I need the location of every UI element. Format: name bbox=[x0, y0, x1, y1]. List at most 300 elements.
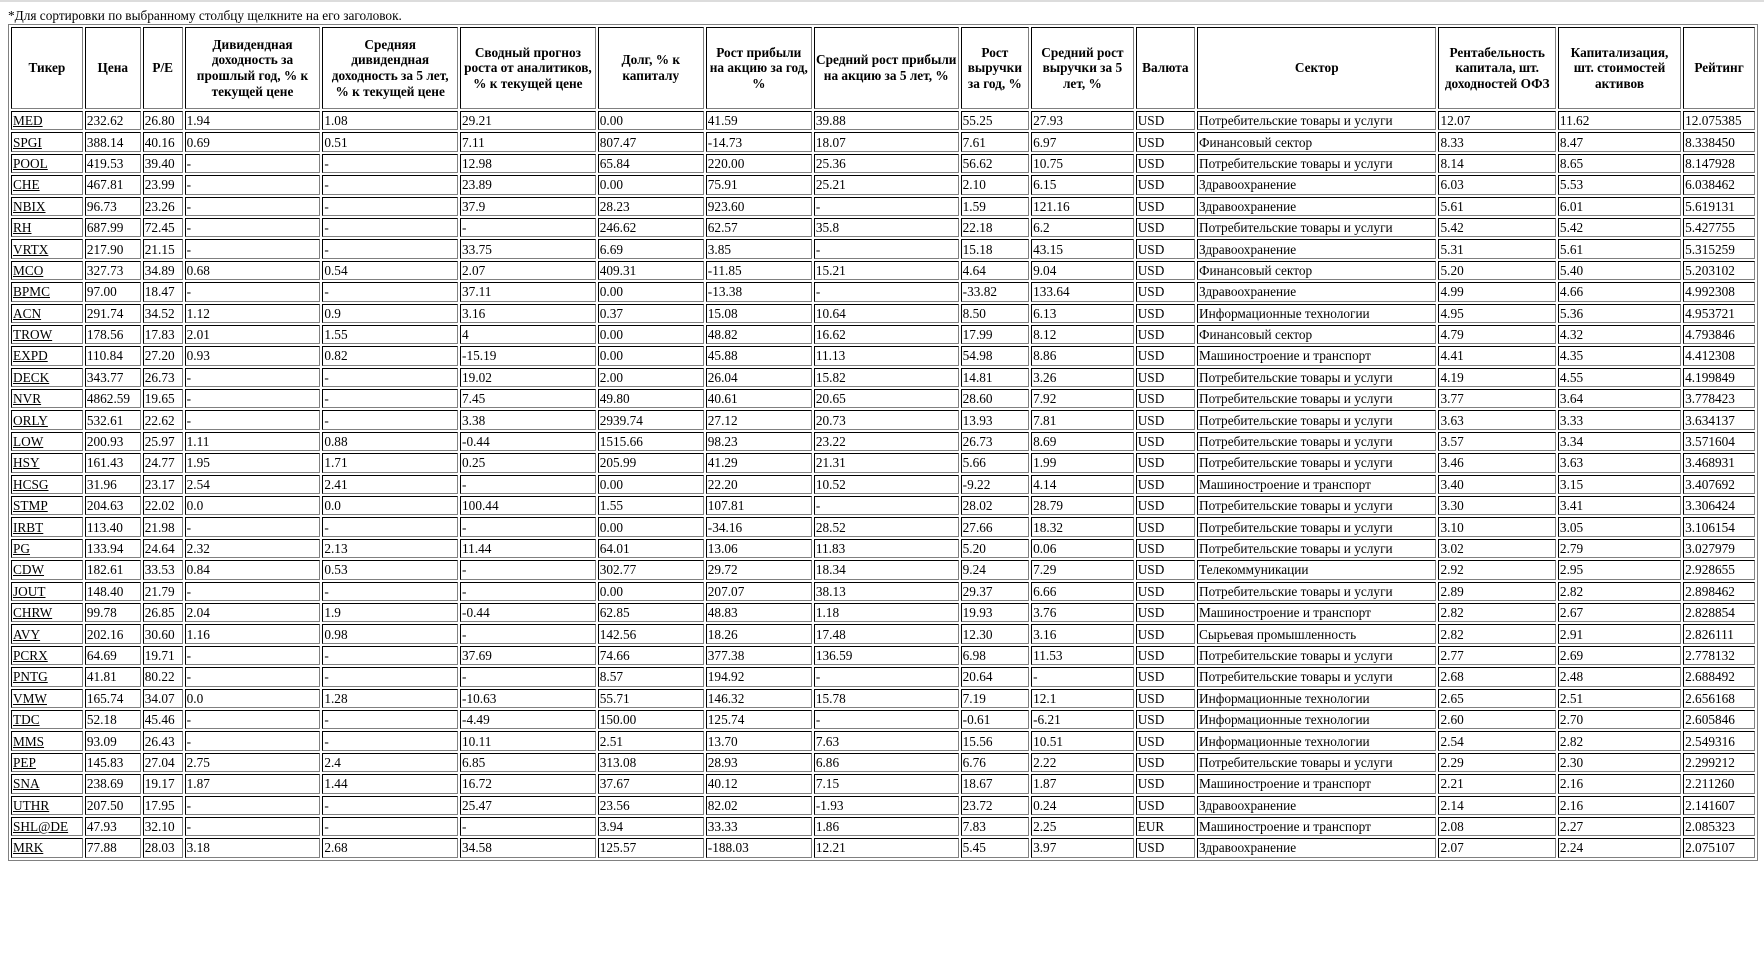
cell-roe: 5.20 bbox=[1438, 261, 1555, 280]
cell-rev_growth_5y: 8.12 bbox=[1031, 325, 1134, 344]
cell-pe: 32.10 bbox=[143, 817, 183, 836]
cell-ticker bbox=[11, 817, 83, 836]
cell-debt: 8.57 bbox=[598, 667, 704, 686]
cell-div_avg_5y: - bbox=[322, 582, 458, 601]
cell-rev_growth_1y: 15.56 bbox=[961, 731, 1029, 750]
ticker-link[interactable]: PG bbox=[13, 541, 30, 556]
cell-roe: 2.89 bbox=[1438, 582, 1555, 601]
cell-div_last_year: 0.0 bbox=[185, 689, 321, 708]
cell-rev_growth_1y: 1.59 bbox=[961, 197, 1029, 216]
cell-cap: 4.32 bbox=[1558, 325, 1681, 344]
cell-rev_growth_5y: -6.21 bbox=[1031, 710, 1134, 729]
cell-cap: 3.33 bbox=[1558, 410, 1681, 429]
cell-price: 31.96 bbox=[85, 475, 141, 494]
ticker-link[interactable]: TDC bbox=[13, 712, 40, 728]
cell-eps_growth_5y: 6.86 bbox=[814, 753, 959, 772]
cell-rating: 2.075107 bbox=[1683, 838, 1755, 857]
cell-rev_growth_5y: 0.24 bbox=[1031, 796, 1134, 815]
cell-currency: USD bbox=[1136, 410, 1195, 429]
cell-analyst_forecast: 4 bbox=[460, 325, 596, 344]
cell-pe: 21.79 bbox=[143, 582, 183, 601]
ticker-link[interactable]: CHRW bbox=[13, 605, 53, 621]
cell-sector: Потребительские товары и услуги bbox=[1197, 111, 1436, 130]
cell-pe: 17.83 bbox=[143, 325, 183, 344]
cell-div_last_year: - bbox=[185, 218, 321, 237]
cell-rev_growth_1y: 28.02 bbox=[961, 496, 1029, 515]
cell-analyst_forecast: 37.69 bbox=[460, 646, 596, 665]
cell-pe: 22.62 bbox=[143, 410, 183, 429]
cell-rating: 2.826111 bbox=[1683, 624, 1755, 643]
cell-analyst_forecast: - bbox=[460, 624, 596, 643]
cell-analyst_forecast: - bbox=[460, 517, 596, 536]
cell-ticker bbox=[11, 111, 83, 130]
table-row bbox=[11, 796, 1755, 815]
cell-ticker bbox=[11, 218, 83, 237]
cell-currency: USD bbox=[1136, 838, 1195, 857]
ticker-link[interactable]: BPMC bbox=[13, 284, 50, 300]
cell-pe: 21.98 bbox=[143, 517, 183, 536]
cell-currency: USD bbox=[1136, 582, 1195, 601]
cell-currency: USD bbox=[1136, 154, 1195, 173]
cell-rev_growth_1y: 6.76 bbox=[961, 753, 1029, 772]
table-row bbox=[11, 111, 1755, 130]
ticker-link[interactable]: LOW bbox=[13, 434, 44, 450]
cell-sector: Потребительские товары и услуги bbox=[1197, 410, 1436, 429]
cell-sector: Информационные технологии bbox=[1197, 731, 1436, 750]
cell-cap: 3.34 bbox=[1558, 432, 1681, 451]
cell-rating: 3.106154 bbox=[1683, 517, 1755, 536]
cell-sector: Здравоохранение bbox=[1197, 796, 1436, 815]
cell-rev_growth_1y: 7.61 bbox=[961, 132, 1029, 151]
cell-sector: Финансовый сектор bbox=[1197, 261, 1436, 280]
cell-currency: USD bbox=[1136, 624, 1195, 643]
cell-roe: 2.68 bbox=[1438, 667, 1555, 686]
cell-rev_growth_1y: 23.72 bbox=[961, 796, 1029, 815]
table-row bbox=[11, 218, 1755, 237]
cell-debt: 246.62 bbox=[598, 218, 704, 237]
ticker-link[interactable]: PCRX bbox=[13, 647, 48, 663]
cell-price: 200.93 bbox=[85, 432, 141, 451]
cell-rev_growth_1y: 5.20 bbox=[961, 539, 1029, 558]
ticker-link[interactable]: SNA bbox=[13, 776, 40, 792]
cell-rating: 2.605846 bbox=[1683, 710, 1755, 729]
cell-rev_growth_5y: 12.1 bbox=[1031, 689, 1134, 708]
ticker-link[interactable]: MMS bbox=[13, 733, 45, 749]
cell-rating: 2.898462 bbox=[1683, 582, 1755, 601]
column-header-roe[interactable]: Рентабельность капитала, шт. доходностей ОФЗ bbox=[1438, 27, 1555, 109]
cell-ticker bbox=[11, 517, 83, 536]
column-header-eps_growth_1y[interactable]: Рост прибыли на акцию за год, % bbox=[706, 27, 812, 109]
table-row bbox=[11, 517, 1755, 536]
cell-rev_growth_1y: 9.24 bbox=[961, 560, 1029, 579]
table-row bbox=[11, 175, 1755, 194]
column-header-ticker[interactable]: Тикер bbox=[11, 27, 83, 109]
column-header-analyst_forecast[interactable]: Сводный прогноз роста от аналитиков, % к текущей цене bbox=[460, 27, 596, 109]
cell-analyst_forecast: -0.44 bbox=[460, 603, 596, 622]
table-row bbox=[11, 731, 1755, 750]
cell-eps_growth_5y: 23.22 bbox=[814, 432, 959, 451]
table-row bbox=[11, 817, 1755, 836]
cell-div_last_year: 2.32 bbox=[185, 539, 321, 558]
cell-eps_growth_5y: 10.52 bbox=[814, 475, 959, 494]
cell-eps_growth_5y: - bbox=[814, 710, 959, 729]
cell-eps_growth_5y: 12.21 bbox=[814, 838, 959, 857]
cell-price: 327.73 bbox=[85, 261, 141, 280]
header-row bbox=[11, 27, 1755, 109]
cell-sector: Здравоохранение bbox=[1197, 175, 1436, 194]
cell-analyst_forecast: 3.16 bbox=[460, 304, 596, 323]
cell-price: 110.84 bbox=[85, 346, 141, 365]
cell-ticker bbox=[11, 582, 83, 601]
cell-pe: 80.22 bbox=[143, 667, 183, 686]
ticker-link[interactable]: SPGI bbox=[13, 134, 42, 150]
cell-div_last_year: 1.11 bbox=[185, 432, 321, 451]
cell-roe: 3.46 bbox=[1438, 453, 1555, 472]
column-header-rev_growth_1y[interactable]: Рост выручки за год, % bbox=[961, 27, 1029, 109]
cell-pe: 28.03 bbox=[143, 838, 183, 857]
ticker-link[interactable]: ORLY bbox=[13, 412, 48, 428]
ticker-link[interactable]: DECK bbox=[13, 369, 50, 385]
ticker-link[interactable]: VRTX bbox=[13, 241, 49, 257]
cell-div_avg_5y: 0.0 bbox=[322, 496, 458, 515]
cell-cap: 2.79 bbox=[1558, 539, 1681, 558]
cell-rev_growth_1y: 20.64 bbox=[961, 667, 1029, 686]
cell-div_avg_5y: - bbox=[322, 710, 458, 729]
cell-rating: 2.299212 bbox=[1683, 753, 1755, 772]
ticker-link[interactable]: NVR bbox=[13, 391, 42, 407]
cell-div_last_year: 2.04 bbox=[185, 603, 321, 622]
cell-eps_growth_1y: 220.00 bbox=[706, 154, 812, 173]
cell-ticker bbox=[11, 453, 83, 472]
cell-div_avg_5y: 1.28 bbox=[322, 689, 458, 708]
cell-pe: 26.80 bbox=[143, 111, 183, 130]
cell-eps_growth_1y: 207.07 bbox=[706, 582, 812, 601]
ticker-link[interactable]: TROW bbox=[13, 327, 53, 343]
cell-roe: 3.02 bbox=[1438, 539, 1555, 558]
cell-sector: Машиностроение и транспорт bbox=[1197, 774, 1436, 793]
cell-eps_growth_1y: 82.02 bbox=[706, 796, 812, 815]
cell-sector: Машиностроение и транспорт bbox=[1197, 475, 1436, 494]
cell-eps_growth_1y: 48.83 bbox=[706, 603, 812, 622]
cell-eps_growth_5y: 1.18 bbox=[814, 603, 959, 622]
cell-div_last_year: 1.12 bbox=[185, 304, 321, 323]
column-header-rev_growth_5y[interactable]: Средний рост выручки за 5 лет, % bbox=[1031, 27, 1134, 109]
cell-div_last_year: 0.0 bbox=[185, 496, 321, 515]
cell-pe: 19.17 bbox=[143, 774, 183, 793]
cell-sector: Информационные технологии bbox=[1197, 710, 1436, 729]
cell-rev_growth_5y: 6.66 bbox=[1031, 582, 1134, 601]
cell-rev_growth_1y: 15.18 bbox=[961, 239, 1029, 258]
cell-pe: 40.16 bbox=[143, 132, 183, 151]
cell-ticker bbox=[11, 753, 83, 772]
cell-pe: 24.64 bbox=[143, 539, 183, 558]
cell-eps_growth_1y: 18.26 bbox=[706, 624, 812, 643]
cell-roe: 2.82 bbox=[1438, 603, 1555, 622]
cell-pe: 19.71 bbox=[143, 646, 183, 665]
cell-ticker bbox=[11, 261, 83, 280]
cell-div_avg_5y: 1.9 bbox=[322, 603, 458, 622]
cell-price: 178.56 bbox=[85, 325, 141, 344]
cell-price: 161.43 bbox=[85, 453, 141, 472]
cell-rating: 5.315259 bbox=[1683, 239, 1755, 258]
cell-rev_growth_1y: 18.67 bbox=[961, 774, 1029, 793]
cell-debt: 0.00 bbox=[598, 346, 704, 365]
cell-pe: 25.97 bbox=[143, 432, 183, 451]
cell-analyst_forecast: 25.47 bbox=[460, 796, 596, 815]
cell-price: 77.88 bbox=[85, 838, 141, 857]
ticker-link[interactable]: AVY bbox=[13, 626, 41, 642]
ticker-link[interactable]: MCO bbox=[13, 262, 44, 278]
cell-rev_growth_5y: 2.25 bbox=[1031, 817, 1134, 836]
cell-div_last_year: - bbox=[185, 239, 321, 258]
cell-analyst_forecast: 10.11 bbox=[460, 731, 596, 750]
cell-div_last_year: 2.75 bbox=[185, 753, 321, 772]
cell-debt: 49.80 bbox=[598, 389, 704, 408]
ticker-link[interactable]: HCSG bbox=[13, 476, 49, 492]
ticker-link[interactable]: CDW bbox=[13, 562, 45, 578]
ticker-link[interactable]: VMW bbox=[13, 690, 47, 706]
cell-rating: 4.412308 bbox=[1683, 346, 1755, 365]
cell-rev_growth_1y: 14.81 bbox=[961, 368, 1029, 387]
cell-roe: 2.54 bbox=[1438, 731, 1555, 750]
cell-eps_growth_5y: - bbox=[814, 282, 959, 301]
cell-div_last_year: 0.93 bbox=[185, 346, 321, 365]
cell-roe: 4.79 bbox=[1438, 325, 1555, 344]
cell-div_last_year: - bbox=[185, 175, 321, 194]
column-header-debt[interactable]: Долг, % к капиталу bbox=[598, 27, 704, 109]
cell-roe: 2.65 bbox=[1438, 689, 1555, 708]
column-header-eps_growth_5y[interactable]: Средний рост прибыли на акцию за 5 лет, % bbox=[814, 27, 959, 109]
cell-eps_growth_1y: 28.93 bbox=[706, 753, 812, 772]
cell-debt: 65.84 bbox=[598, 154, 704, 173]
table-row bbox=[11, 197, 1755, 216]
cell-debt: 150.00 bbox=[598, 710, 704, 729]
cell-rev_growth_5y: 133.64 bbox=[1031, 282, 1134, 301]
cell-cap: 3.41 bbox=[1558, 496, 1681, 515]
cell-analyst_forecast: 7.45 bbox=[460, 389, 596, 408]
cell-eps_growth_1y: 26.04 bbox=[706, 368, 812, 387]
column-header-pe[interactable]: P/E bbox=[143, 27, 183, 109]
column-header-sector[interactable]: Сектор bbox=[1197, 27, 1436, 109]
cell-eps_growth_1y: 40.12 bbox=[706, 774, 812, 793]
ticker-link[interactable]: PEP bbox=[13, 754, 36, 770]
ticker-link[interactable]: MED bbox=[13, 113, 43, 129]
cell-debt: 0.00 bbox=[598, 475, 704, 494]
cell-div_avg_5y: - bbox=[322, 410, 458, 429]
cell-analyst_forecast: 34.58 bbox=[460, 838, 596, 857]
cell-currency: USD bbox=[1136, 239, 1195, 258]
cell-pe: 26.43 bbox=[143, 731, 183, 750]
cell-rev_growth_5y: - bbox=[1031, 667, 1134, 686]
cell-analyst_forecast: 3.38 bbox=[460, 410, 596, 429]
cell-pe: 34.89 bbox=[143, 261, 183, 280]
cell-pe: 34.52 bbox=[143, 304, 183, 323]
cell-currency: USD bbox=[1136, 774, 1195, 793]
column-header-div_avg_5y[interactable]: Средняя дивидендная доходность за 5 лет, % к текущей цене bbox=[322, 27, 458, 109]
cell-rev_growth_5y: 7.92 bbox=[1031, 389, 1134, 408]
cell-debt: 2939.74 bbox=[598, 410, 704, 429]
cell-cap: 2.16 bbox=[1558, 774, 1681, 793]
cell-roe: 8.14 bbox=[1438, 154, 1555, 173]
cell-rating: 2.778132 bbox=[1683, 646, 1755, 665]
table-row bbox=[11, 603, 1755, 622]
ticker-link[interactable]: ACN bbox=[13, 305, 42, 321]
cell-rating: 2.688492 bbox=[1683, 667, 1755, 686]
cell-currency: USD bbox=[1136, 261, 1195, 280]
cell-price: 165.74 bbox=[85, 689, 141, 708]
cell-pe: 27.20 bbox=[143, 346, 183, 365]
cell-ticker bbox=[11, 603, 83, 622]
table-row bbox=[11, 368, 1755, 387]
table-row bbox=[11, 539, 1755, 558]
cell-pe: 19.65 bbox=[143, 389, 183, 408]
cell-pe: 39.40 bbox=[143, 154, 183, 173]
cell-rating: 3.306424 bbox=[1683, 496, 1755, 515]
cell-price: 99.78 bbox=[85, 603, 141, 622]
cell-rev_growth_5y: 10.51 bbox=[1031, 731, 1134, 750]
table-row bbox=[11, 132, 1755, 151]
cell-analyst_forecast: 37.11 bbox=[460, 282, 596, 301]
cell-analyst_forecast: 11.44 bbox=[460, 539, 596, 558]
cell-analyst_forecast: 0.25 bbox=[460, 453, 596, 472]
cell-eps_growth_1y: -11.85 bbox=[706, 261, 812, 280]
cell-price: 133.94 bbox=[85, 539, 141, 558]
cell-roe: 2.60 bbox=[1438, 710, 1555, 729]
table-body bbox=[11, 111, 1755, 858]
cell-analyst_forecast: -4.49 bbox=[460, 710, 596, 729]
cell-debt: 64.01 bbox=[598, 539, 704, 558]
cell-pe: 18.47 bbox=[143, 282, 183, 301]
cell-sector: Потребительские товары и услуги bbox=[1197, 753, 1436, 772]
cell-analyst_forecast: 12.98 bbox=[460, 154, 596, 173]
cell-price: 207.50 bbox=[85, 796, 141, 815]
cell-sector: Здравоохранение bbox=[1197, 282, 1436, 301]
cell-debt: 55.71 bbox=[598, 689, 704, 708]
cell-rev_growth_5y: 0.06 bbox=[1031, 539, 1134, 558]
cell-price: 232.62 bbox=[85, 111, 141, 130]
column-header-rating[interactable]: Рейтинг bbox=[1683, 27, 1755, 109]
cell-div_avg_5y: - bbox=[322, 817, 458, 836]
cell-rev_growth_1y: -0.61 bbox=[961, 710, 1029, 729]
cell-debt: 205.99 bbox=[598, 453, 704, 472]
cell-sector: Машиностроение и транспорт bbox=[1197, 817, 1436, 836]
ticker-link[interactable]: HSY bbox=[13, 455, 40, 471]
table-row bbox=[11, 624, 1755, 643]
cell-eps_growth_1y: -13.38 bbox=[706, 282, 812, 301]
ticker-link[interactable]: SHL@DE bbox=[13, 819, 69, 835]
ticker-link[interactable]: PNTG bbox=[13, 669, 48, 685]
ticker-link[interactable]: IRBT bbox=[13, 519, 44, 535]
table-row bbox=[11, 389, 1755, 408]
cell-currency: USD bbox=[1136, 517, 1195, 536]
cell-sector: Информационные технологии bbox=[1197, 304, 1436, 323]
cell-div_avg_5y: 1.08 bbox=[322, 111, 458, 130]
table-row bbox=[11, 774, 1755, 793]
cell-price: 93.09 bbox=[85, 731, 141, 750]
column-header-currency[interactable]: Валюта bbox=[1136, 27, 1195, 109]
cell-analyst_forecast: 23.89 bbox=[460, 175, 596, 194]
cell-debt: 0.00 bbox=[598, 282, 704, 301]
column-header-price[interactable]: Цена bbox=[85, 27, 141, 109]
ticker-link[interactable]: RH bbox=[13, 220, 32, 236]
cell-div_last_year: - bbox=[185, 646, 321, 665]
cell-eps_growth_5y: -1.93 bbox=[814, 796, 959, 815]
cell-rev_growth_1y: 5.45 bbox=[961, 838, 1029, 857]
cell-rev_growth_1y: 19.93 bbox=[961, 603, 1029, 622]
cell-div_last_year: - bbox=[185, 582, 321, 601]
cell-rev_growth_5y: 7.81 bbox=[1031, 410, 1134, 429]
stocks-table-container bbox=[8, 24, 1758, 861]
cell-sector: Потребительские товары и услуги bbox=[1197, 368, 1436, 387]
cell-debt: 0.00 bbox=[598, 175, 704, 194]
cell-eps_growth_5y: 7.63 bbox=[814, 731, 959, 750]
cell-div_last_year: 0.69 bbox=[185, 132, 321, 151]
ticker-link[interactable]: EXPD bbox=[13, 348, 48, 364]
ticker-link[interactable]: MRK bbox=[13, 840, 44, 856]
cell-analyst_forecast: - bbox=[460, 667, 596, 686]
cell-eps_growth_1y: 40.61 bbox=[706, 389, 812, 408]
cell-currency: USD bbox=[1136, 111, 1195, 130]
cell-currency: USD bbox=[1136, 731, 1195, 750]
cell-ticker bbox=[11, 325, 83, 344]
cell-ticker bbox=[11, 282, 83, 301]
cell-rev_growth_1y: 27.66 bbox=[961, 517, 1029, 536]
cell-rev_growth_1y: 7.19 bbox=[961, 689, 1029, 708]
ticker-link[interactable]: JOUT bbox=[13, 583, 46, 599]
cell-rev_growth_5y: 4.14 bbox=[1031, 475, 1134, 494]
cell-eps_growth_1y: 107.81 bbox=[706, 496, 812, 515]
cell-rating: 2.828854 bbox=[1683, 603, 1755, 622]
cell-debt: 2.51 bbox=[598, 731, 704, 750]
cell-eps_growth_5y: - bbox=[814, 239, 959, 258]
cell-rating: 2.549316 bbox=[1683, 731, 1755, 750]
cell-rev_growth_5y: 121.16 bbox=[1031, 197, 1134, 216]
ticker-link[interactable]: CHE bbox=[13, 177, 40, 193]
cell-cap: 4.55 bbox=[1558, 368, 1681, 387]
cell-currency: USD bbox=[1136, 197, 1195, 216]
cell-roe: 2.14 bbox=[1438, 796, 1555, 815]
cell-debt: 0.00 bbox=[598, 325, 704, 344]
cell-rev_growth_5y: 3.16 bbox=[1031, 624, 1134, 643]
cell-currency: USD bbox=[1136, 304, 1195, 323]
column-header-div_last_year[interactable]: Дивидендная доходность за прошлый год, % к текущей цене bbox=[185, 27, 321, 109]
cell-div_avg_5y: 2.68 bbox=[322, 838, 458, 857]
cell-roe: 3.63 bbox=[1438, 410, 1555, 429]
cell-currency: USD bbox=[1136, 432, 1195, 451]
cell-cap: 2.51 bbox=[1558, 689, 1681, 708]
cell-roe: 4.99 bbox=[1438, 282, 1555, 301]
cell-rev_growth_5y: 11.53 bbox=[1031, 646, 1134, 665]
cell-cap: 2.27 bbox=[1558, 817, 1681, 836]
column-header-cap[interactable]: Капитализация, шт. стоимостей активов bbox=[1558, 27, 1681, 109]
cell-roe: 2.21 bbox=[1438, 774, 1555, 793]
cell-rating: 5.427755 bbox=[1683, 218, 1755, 237]
cell-rev_growth_1y: 17.99 bbox=[961, 325, 1029, 344]
ticker-link[interactable]: POOL bbox=[13, 155, 48, 171]
cell-sector: Здравоохранение bbox=[1197, 838, 1436, 857]
cell-rev_growth_1y: 2.10 bbox=[961, 175, 1029, 194]
ticker-link[interactable]: NBIX bbox=[13, 198, 46, 214]
ticker-link[interactable]: UTHR bbox=[13, 797, 50, 813]
cell-roe: 3.40 bbox=[1438, 475, 1555, 494]
cell-div_last_year: 1.16 bbox=[185, 624, 321, 643]
cell-eps_growth_1y: 27.12 bbox=[706, 410, 812, 429]
cell-eps_growth_1y: 41.29 bbox=[706, 453, 812, 472]
cell-currency: USD bbox=[1136, 453, 1195, 472]
cell-eps_growth_5y: 15.21 bbox=[814, 261, 959, 280]
ticker-link[interactable]: STMP bbox=[13, 498, 48, 514]
cell-currency: USD bbox=[1136, 218, 1195, 237]
